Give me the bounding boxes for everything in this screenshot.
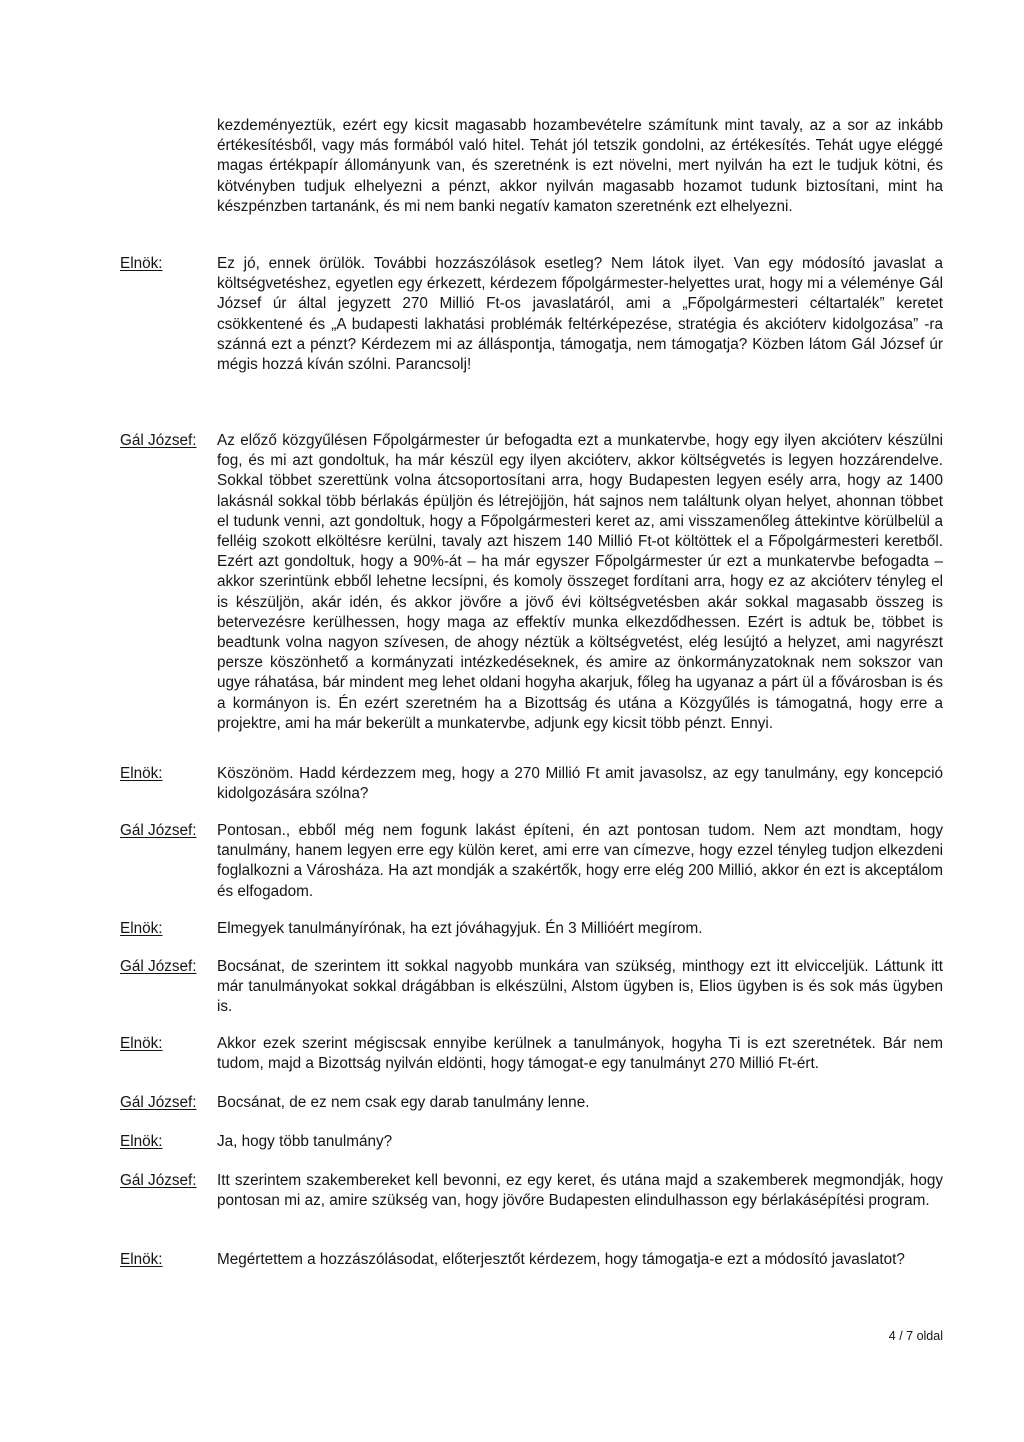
speaker-label: Gál József: [120,822,197,839]
speech-text: Elmegyek tanulmányírónak, ha ezt jóváhagyjuk. Én 3 Millióért megírom. [217,920,703,937]
speaker-label: Elnök: [120,1035,163,1052]
speaker-label: Gál József: [120,958,197,975]
speech-text: Bocsánat, de szerintem itt sokkal nagyobb munkára van szükség, minthogy ezt itt elvicceljük. Láttunk itt már tanulmányokat sokkal drágábban is elkészülni, Alstom ügyben is, Elios ügyben is és sok más ügyben is. [217,958,943,1016]
speaker-label: Elnök: [120,1251,163,1268]
speaker-label: Gál József: [120,1172,197,1189]
speaker-label: Elnök: [120,765,163,782]
speech-text: Ez jó, ennek örülök. További hozzászólások esetleg? Nem látok ilyet. Van egy módosító javaslat a költségvetéshez, egyetlen egy érkezett, kérdezem főpolgármester-helyettes urat, hogy mi a véleménye Gál József úr által jegyzett 270 Millió Ft-os javaslatáról, ami a „Főpolgármesteri céltartalék” keretet csökkentené és „A budapesti lakhatási problémák feltérképezése, stratégia és akcióterv kidolgozása” -ra szánná ezt a pénzt? Kérdezem mi az álláspontja, támogatja, nem támogatja? Közben látom Gál József úr mégis hozzá kíván szólni. Parancsolj! [217,255,943,374]
speaker-label: Elnök: [120,920,163,937]
speaker-label: Gál József: [120,432,197,449]
speech-text: Ja, hogy több tanulmány? [217,1133,393,1150]
speech-text: Az előző közgyűlésen Főpolgármester úr befogadta ezt a munkatervbe, hogy egy ilyen akcióterv készülni fog, és mi azt gondoltuk, ha már készül egy ilyen akcióterv, akkor költségvetés is legyen hozzárendelve. Sokkal többet szerettünk volna átcsoportosítani arra, hogy Budapesten legyen esély arra, hogy az 1400 lakásnál sokkal több bérlakás épüljön és létrejöjjön, hát sajnos nem találtunk olyan helyet, ahonnan többet el tudunk venni, azt gondoltuk, hogy a Főpolgármesteri keret az, ami visszamenőleg áttekintve körülbelül a felléig szokott elköltésre kerülni, tavaly azt hiszem 140 Millió Ft-ot költöttek el a Főpolgármesteri keretből. Ezért azt gondoltuk, hogy a 90%-át – ha már egyszer Főpolgármester úr ezt a munkatervbe befogadta – akkor szerintünk ebből lehetne lecsípni, és komoly összeget fordítani arra, hogy ez az akcióterv tényleg el is készüljön, akár idén, és akkor jövőre a jövő évi költségvetésben akár sokkal magasabb összeg is betervezésre kerülhessen, hogy maga az effektív munka elkezdődhessen. Ezért is adtuk be, többet is beadtunk volna nagyon szívesen, de ahogy néztük a költségvetést, elég lesújtó a helyzet, ami nagyrészt persze köszönhető a kormányzati intézkedéseknek, és amire az önkormányzatoknak nem sokszor van ugye ráhatása, bár mindent meg lehet oldani hogyha akarjuk, főleg ha ugyanaz a párt ül a fővárosban is és a kormányon is. Én ezért szeretném ha a Bizottság és utána a Közgyűlés is támogatná, hogy erre a projektre, ami ha már bekerült a munkatervbe, adjunk egy kicsit több pénzt. Ennyi. [217,432,943,732]
speech-text: Akkor ezek szerint mégiscsak ennyibe kerülnek a tanulmányok, hogyha Ti is ezt szeretnétek. Bár nem tudom, majd a Bizottság nyilván eldönti, hogy támogat-e egy tanulmányt 270 Millió Ft-ért. [217,1035,943,1073]
speaker-label: Elnök: [120,1133,163,1150]
speaker-label: Elnök: [120,255,163,272]
speech-text: Pontosan., ebből még nem fogunk lakást építeni, én azt pontosan tudom. Nem azt mondtam, hogy tanulmány, hanem legyen erre egy külön keret, ami erre van címezve, hogy ezzel tényleg tudjon elkezdeni foglalkozni a Városháza. Ha azt mondják a szakértők, hogy erre elég 200 Millió, akkor én ezt is akceptálom és elfogadom. [217,822,943,900]
speech-text: Bocsánat, de ez nem csak egy darab tanulmány lenne. [217,1094,590,1111]
speech-text: Itt szerintem szakembereket kell bevonni, ez egy keret, és utána majd a szakemberek megmondják, hogy pontosan mi az, amire szükség van, hogy jövőre Budapesten elindulhasson egy bérlakásépítési program. [217,1172,943,1210]
page-number: 4 / 7 oldal [888,1329,943,1343]
speech-text: Köszönöm. Hadd kérdezzem meg, hogy a 270 Millió Ft amit javasolsz, az egy tanulmány, egy koncepció kidolgozására szólna? [217,765,943,803]
speech-text: Megértettem a hozzászólásodat, előterjesztőt kérdezem, hogy támogatja-e ezt a módosító javaslatot? [217,1251,905,1268]
speaker-label: Gál József: [120,1094,197,1111]
intro-paragraph: kezdeményeztük, ezért egy kicsit magasabb hozambevételre számítunk mint tavaly, az a sor az inkább értékesítésből, vagy más formából való hitel. Tehát jól tetszik gondolni, az értékesítés. Tehát ugye eléggé magas értékpapír állományunk van, és szeretnénk is ezt növelni, mert nyilván ha ezt le tudjuk kötni, és kötvényben tudjuk elhelyezni a pénzt, akkor nyilván magasabb hozamot tudunk biztosítani, mint ha készpénzben tartanánk, és mi nem banki negatív kamaton szeretnénk ezt elhelyezni. [217,117,943,215]
